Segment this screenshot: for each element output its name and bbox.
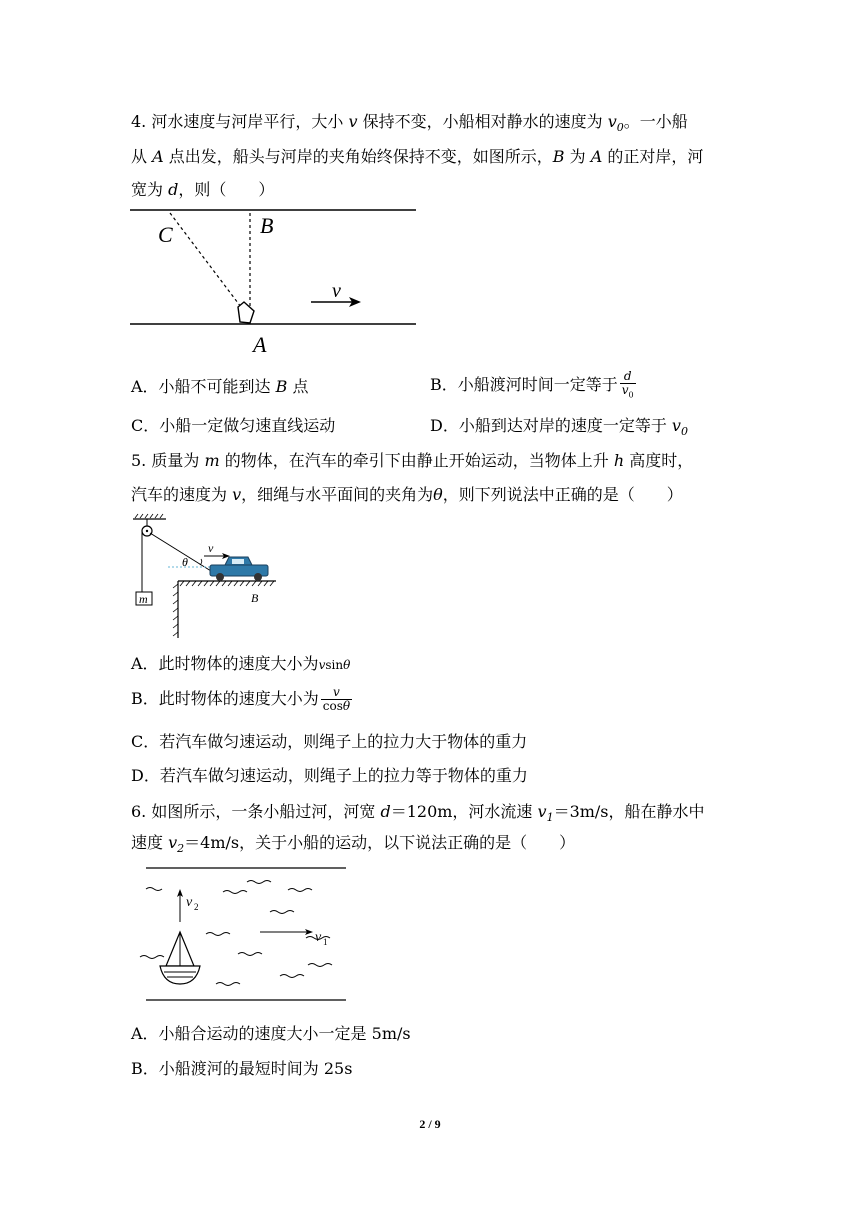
q4-fig-label-c: C <box>158 222 173 247</box>
q4-fig-label-v: v <box>332 280 341 302</box>
q4-option-a: A．小船不可能到达 B 点 <box>131 377 309 396</box>
q5-fig-label-b: B <box>251 591 259 605</box>
q5-option-b: B．此时物体的速度大小为 $\frac{v}{\cos\theta}$ <box>131 685 351 713</box>
q5-line-1: 5. 质量为 m 的物体，在汽车的牵引下由静止开始运动，当物体上升 h 高度时， <box>131 451 694 470</box>
q5-fig-label-m: m <box>139 592 148 606</box>
q5-option-d: D．若汽车做匀速运动，则绳子上的拉力等于物体的重力 <box>131 766 528 785</box>
q5-option-a: A．此时物体的速度大小为vsinθ <box>131 654 351 673</box>
q4-line-2: 从 A 点出发，船头与河岸的夹角始终保持不变，如图所示，B 为 A 的正对岸，河 <box>131 147 704 166</box>
q6-line-2: 速度 $v_2=4m/s$，关于小船的运动，以下说法正确的是（ ） <box>131 833 576 856</box>
q4-line-3: 宽为 d，则（ ） <box>131 180 275 199</box>
q6-option-a: A．小船合运动的速度大小一定是 5m/s <box>131 1024 411 1043</box>
svg-text:2: 2 <box>194 902 199 912</box>
q5-option-c: C．若汽车做匀速运动，则绳子上的拉力大于物体的重力 <box>131 732 528 751</box>
q6-boat-figure <box>130 862 350 1006</box>
q5-line-2: 汽车的速度为 v，细绳与水平面间的夹角为θ，则下列说法中正确的是（ ） <box>131 485 683 504</box>
q5-fig-label-theta: θ <box>182 555 188 569</box>
q5-option-b-fraction: $\frac{v}{\cos\theta}$ <box>322 685 351 713</box>
q4-river-figure <box>128 205 420 360</box>
q5-fig-label-v: v <box>208 541 214 555</box>
q6-line-1: 6. 如图所示，一条小船过河，河宽 d＝120m，河水流速 $v_1=3m/s$，船在静水中 <box>131 802 705 825</box>
q5-car-pulley-figure <box>128 512 288 642</box>
q4-option-b: B．小船渡河时间一定等于 $\frac{d}{v_0}$ <box>430 369 634 400</box>
q4-fig-label-a: A <box>253 332 267 357</box>
q4-fig-label-b: B <box>260 213 274 238</box>
q6-fig-label-v2: v <box>186 895 193 910</box>
page-number: 2 / 9 <box>419 1117 441 1131</box>
q4-option-b-fraction: $\frac{d}{v_0}$ <box>621 369 634 400</box>
q6-fig-label-v1: v <box>315 930 322 945</box>
q4-line-1: 4. 河水速度与河岸平行，大小 v 保持不变，小船相对静水的速度为 $v_0$。一小船 <box>131 112 688 135</box>
q4-option-d: D．小船到达对岸的速度一定等于 $v_0$ <box>430 416 688 439</box>
q4-option-c: C．小船一定做匀速直线运动 <box>131 416 336 435</box>
q6-option-b: B．小船渡河的最短时间为 25s <box>131 1059 353 1078</box>
svg-text:1: 1 <box>323 937 328 947</box>
